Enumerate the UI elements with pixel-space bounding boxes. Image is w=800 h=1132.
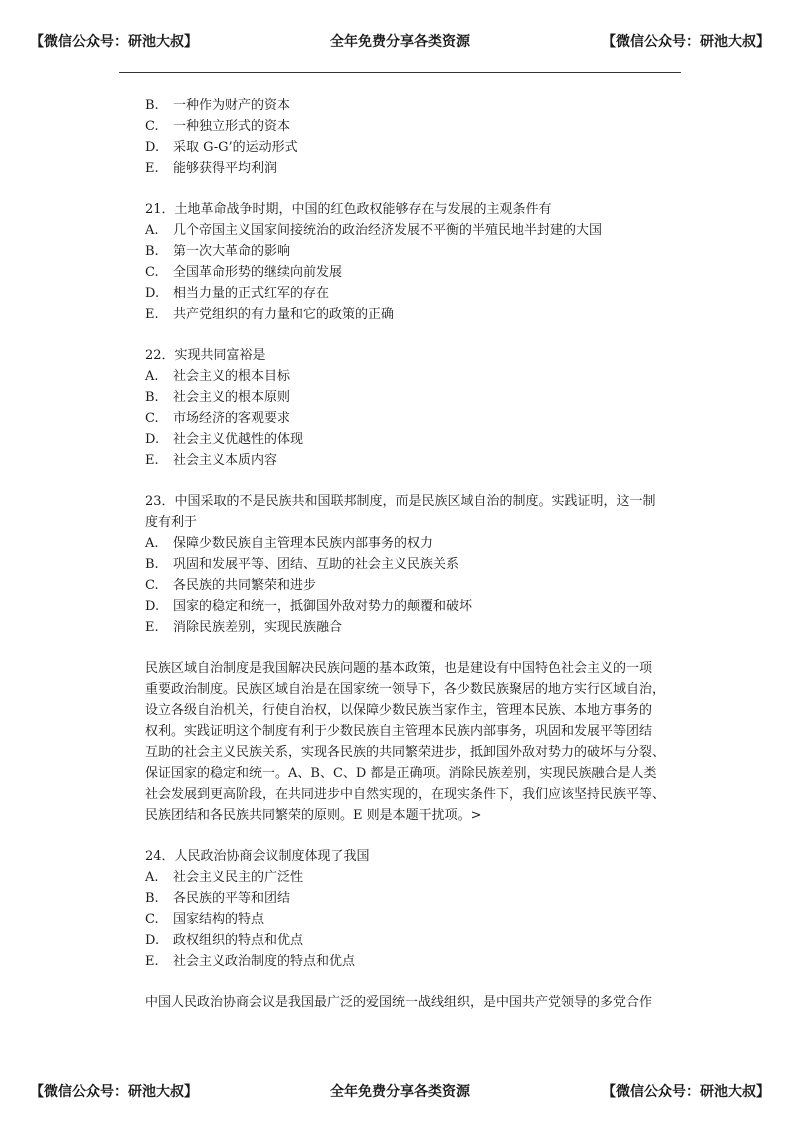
option	[145, 596, 665, 617]
option	[145, 95, 665, 116]
option	[145, 617, 665, 638]
explanation-line: 互助的社会主义民族关系，实现各民族的共同繁荣进步，抵卸国外敌对势力的破坏与分裂、	[145, 745, 666, 760]
option-text: 各民族的共同繁荣和进步	[173, 578, 317, 593]
question-23-explanation	[145, 658, 665, 826]
option-text: 第一次大革命的影响	[173, 244, 291, 259]
option	[145, 158, 665, 179]
option	[145, 450, 665, 471]
option-letter: B.	[145, 557, 159, 572]
question-stem: 22．实现共同富裕是	[145, 348, 266, 363]
option-text: 市场经济的客观要求	[173, 411, 291, 426]
explanation-line: 社会发展到更高阶段，在共同进步中自然实现的，在现实条件下，我们应该坚持民族平等、	[145, 787, 666, 802]
option-letter: B.	[145, 244, 159, 259]
option-letter: D.	[145, 599, 160, 614]
question-stem-line: 23．中国采取的不是民族共和国联邦制度，而是民族区域自治的制度。实践证明，这一制	[145, 494, 656, 509]
question-21	[145, 199, 665, 325]
question-stem: 24．人民政治协商会议制度体现了我国	[145, 849, 370, 864]
option	[145, 951, 665, 972]
option	[145, 554, 665, 575]
question-stem: 21．土地革命战争时期，中国的红色政权能够存在与发展的主观条件有	[145, 202, 552, 217]
page-header	[0, 30, 800, 54]
option-letter: E.	[145, 453, 159, 468]
question-24	[145, 846, 665, 972]
explanation-line: 重要政治制度。民族区域自治是在国家统一领导下，各少数民族聚居的地方实行区域自治，	[145, 682, 666, 697]
option-text: 社会主义政治制度的特点和优点	[173, 954, 356, 969]
option	[145, 575, 665, 596]
option	[145, 366, 665, 387]
explanation-line: 设立各级自治机关，行使自治权，以保障少数民族当家作主，管理本民族、本地方事务的	[145, 703, 653, 718]
option-text: 保障少数民族自主管理本民族内部事务的权力	[173, 536, 434, 551]
option-letter: D.	[145, 933, 160, 948]
option	[145, 408, 665, 429]
question-24-explanation	[145, 992, 665, 1013]
option-letter: C.	[145, 265, 159, 280]
option-text: 社会主义民主的广泛性	[173, 870, 304, 885]
document-body	[145, 95, 665, 1013]
option	[145, 262, 665, 283]
option	[145, 387, 665, 408]
option-text: 一种独立形式的资本	[173, 119, 291, 134]
option	[145, 116, 665, 137]
option	[145, 909, 665, 930]
explanation-line: 中国人民政治协商会议是我国最广泛的爱国统一战线组织，是中国共产党领导的多党合作	[145, 995, 653, 1010]
option-text: 国家结构的特点	[173, 912, 265, 927]
option-letter: A.	[145, 536, 159, 551]
option	[145, 241, 665, 262]
option-letter: A.	[145, 870, 159, 885]
question-23	[145, 491, 665, 638]
option	[145, 930, 665, 951]
option-letter: A.	[145, 369, 159, 384]
option-letter: B.	[145, 390, 159, 405]
option	[145, 888, 665, 909]
question-22	[145, 345, 665, 471]
option-letter: B.	[145, 98, 159, 113]
header-right-text: 【微信公众号：研池大叔】	[602, 34, 770, 50]
option-letter: C.	[145, 119, 159, 134]
header-left-text: 【微信公众号：研池大叔】	[30, 34, 198, 50]
option	[145, 867, 665, 888]
option-text: 社会主义的根本目标	[173, 369, 291, 384]
option-text: 能够获得平均利润	[173, 161, 278, 176]
option-text: 共产党组织的有力量和它的政策的正确	[173, 307, 395, 322]
option	[145, 429, 665, 450]
option-text: 消除民族差别，实现民族融合	[173, 620, 343, 635]
header-divider	[119, 72, 681, 73]
option	[145, 220, 665, 241]
option-letter: E.	[145, 161, 159, 176]
option-text: 社会主义优越性的体现	[173, 432, 304, 447]
option-letter: E.	[145, 954, 159, 969]
option-letter: D.	[145, 140, 160, 155]
option-text: 巩固和发展平等、团结、互助的社会主义民族关系	[173, 557, 460, 572]
option-text: 相当力量的正式红军的存在	[173, 286, 330, 301]
option-letter: C.	[145, 578, 159, 593]
option	[145, 283, 665, 304]
option-text: 全国革命形势的继续向前发展	[173, 265, 343, 280]
footer-right-text: 【微信公众号：研池大叔】	[602, 1084, 770, 1100]
option-text: 一种作为财产的资本	[173, 98, 291, 113]
page-footer	[0, 1080, 800, 1104]
option-text: 社会主义本质内容	[173, 453, 278, 468]
option-text: 社会主义的根本原则	[173, 390, 291, 405]
header-center-text: 全年免费分享各类资源	[330, 34, 470, 50]
option-letter: B.	[145, 891, 159, 906]
option-letter: A.	[145, 223, 159, 238]
option-letter: E.	[145, 620, 159, 635]
explanation-line: 民族团结和各民族共同繁荣的原则。E 则是本题干扰项。>	[145, 808, 482, 823]
footer-left-text: 【微信公众号：研池大叔】	[30, 1084, 198, 1100]
option-text: 国家的稳定和统一，抵御国外敌对势力的颠覆和破坏	[173, 599, 473, 614]
option	[145, 137, 665, 158]
explanation-line: 民族区域自治制度是我国解决民族问题的基本政策，也是建设有中国特色社会主义的一项	[145, 661, 653, 676]
explanation-line: 保证国家的稳定和统一。A、B、C、D 都是正确项。消除民族差别，实现民族融合是人类	[145, 766, 657, 781]
question-stem-line: 度有利于	[145, 515, 198, 530]
option-text: 政权组织的特点和优点	[173, 933, 304, 948]
option-letter: E.	[145, 307, 159, 322]
explanation-line: 权利。实践证明这个制度有利于少数民族自主管理本民族内部事务，巩固和发展平等团结	[145, 724, 653, 739]
option-letter: D.	[145, 432, 160, 447]
option-letter: C.	[145, 912, 159, 927]
option-letter: D.	[145, 286, 160, 301]
option-text: 各民族的平等和团结	[173, 891, 291, 906]
option-text: 采取 G-G’的运动形式	[173, 140, 298, 155]
footer-center-text: 全年免费分享各类资源	[330, 1084, 470, 1100]
option-letter: C.	[145, 411, 159, 426]
option	[145, 533, 665, 554]
option-text: 几个帝国主义国家间接统治的政治经济发展不平衡的半殖民地半封建的大国	[173, 223, 603, 238]
previous-question-options	[145, 95, 665, 179]
option	[145, 304, 665, 325]
